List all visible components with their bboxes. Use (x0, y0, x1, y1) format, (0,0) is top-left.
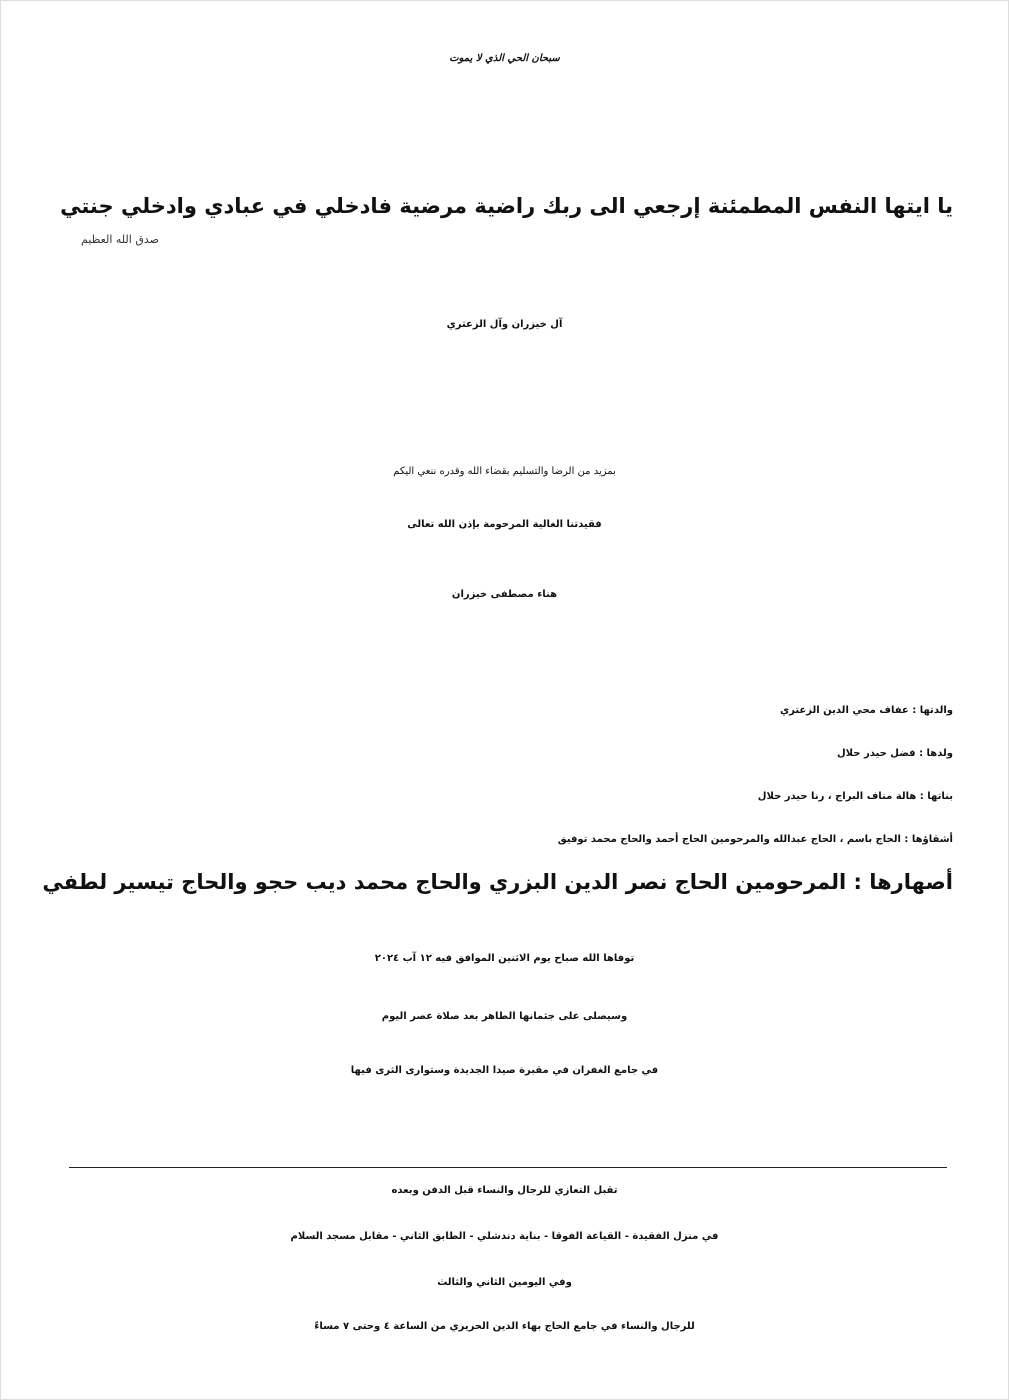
relative-siblings: أشقاؤها : الحاج باسم ، الحاج عبدالله والمرحومين الحاج أحمد والحاج محمد توفيق (557, 834, 953, 845)
relatives-list (42, 689, 953, 904)
relative-mother: والدتها : عفاف محي الدين الزعتري (779, 705, 953, 716)
burial-place-line: في جامع الغفران في مقبرة صيدا الجديدة وستوارى الثرى فيها (350, 1065, 659, 1076)
deceased-name: هناء مصطفى خيزران (451, 589, 558, 600)
relative-in-laws: أصهارها : المرحومين الحاج نصر الدين البزري والحاج محمد ديب حجو والحاج تيسير لطفي (42, 870, 953, 894)
verse-source: صدق الله العظيم (81, 233, 159, 246)
families-title: آل خيزران وآل الزعتري (446, 319, 563, 330)
quran-verse: يا ايتها النفس المطمئنة إرجعي الى ربك راضية مرضية فادخلي في عبادي وادخلي جنتي (60, 194, 953, 218)
intro-line-2: فقيدتنا الغالية المرحومة بإذن الله تعالى (407, 519, 602, 530)
death-date-line: توفاها الله صباح يوم الاثنين الموافق فيه ١٢ آب ٢٠٢٤ (374, 953, 635, 964)
condolence-line-3: وفي اليومين الثاني والثالث (437, 1277, 572, 1288)
header-calligraphy: سبحان الحي الذي لا يموت (449, 53, 560, 64)
relative-son: ولدها : فضل حيدر حلال (837, 748, 953, 759)
intro-line-1: بمزيد من الرضا والتسليم بقضاء الله وقدره ننعي اليكم (393, 466, 616, 477)
relative-daughters: بناتها : هالة مناف البراج ، رنا حيدر حلال (757, 791, 953, 802)
condolence-line-4: للرجال والنساء في جامع الحاج بهاء الدين الحريري من الساعة ٤ وحتى ٧ مساءً (314, 1321, 695, 1332)
section-divider (69, 1167, 947, 1168)
condolence-line-1: تقبل التعازي للرجال والنساء قبل الدفن وبعده (391, 1185, 618, 1196)
funeral-prayer-line: وسيصلى على جثمانها الطاهر بعد صلاة عصر اليوم (381, 1011, 628, 1022)
condolence-line-2: في منزل الفقيدة - القياعة الفوقا - بناية دندشلي - الطابق الثاني - مقابل مسجد السلام (290, 1231, 719, 1242)
